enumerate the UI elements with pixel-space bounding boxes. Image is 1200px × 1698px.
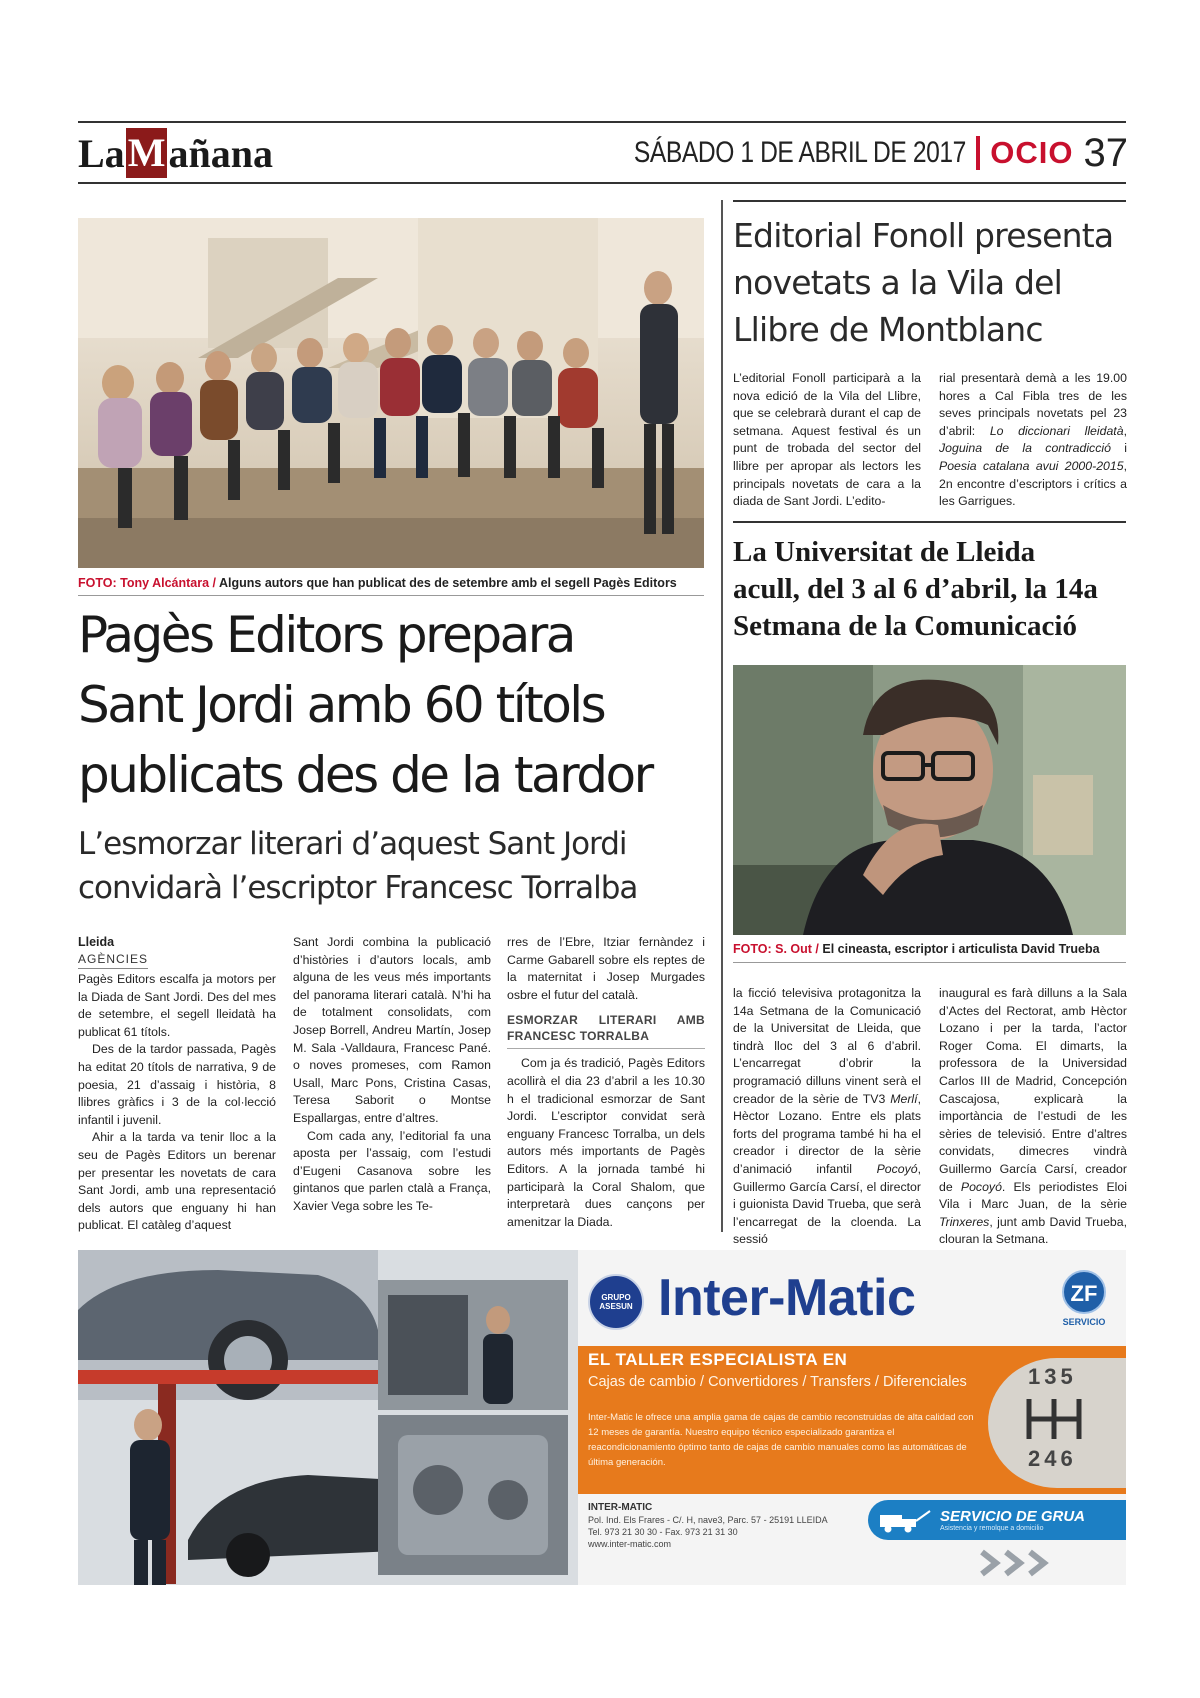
udl-caption-rule	[733, 962, 1126, 963]
main-headline	[78, 600, 708, 810]
banner-title: EL TALLER ESPECIALISTA EN	[588, 1350, 848, 1369]
paragraph: Des de la tardor passada, Pagès ha editat 20 títols de narrativa, 9 de poesia, 21 d’assaig i història, 8 llibres gràfics i 3 de la col·lecció infantil i juvenil.	[78, 1042, 276, 1127]
gear-pattern-icon	[1024, 1394, 1084, 1444]
text-run: . Els periodistes Eloi Vila i Marc Juan, de la sèrie	[939, 1179, 1127, 1212]
caption-rule	[78, 595, 704, 596]
zf-logo	[1056, 1270, 1112, 1336]
issue-date: SÁBADO 1 DE ABRIL DE 2017	[634, 136, 967, 169]
text-run: , 2n encontre d’escriptors i crítics a les Garrigues.	[939, 458, 1127, 509]
group-photo-icon	[78, 218, 704, 568]
group-badge	[588, 1274, 644, 1330]
headline-line: novetats a la Vila del	[733, 263, 1063, 302]
paragraph	[939, 370, 1127, 511]
text-run: ,	[1123, 423, 1127, 438]
text-run: , Guillermo García Carsí, el director i guionista David Trueba, que serà l’encarregat de la cloenda. La sessió	[733, 1161, 921, 1247]
series-title: Merlí	[890, 1091, 918, 1106]
zf-circle-icon	[1062, 1270, 1106, 1314]
headline-line: Pagès Editors prepara	[78, 606, 574, 664]
masthead-info	[561, 128, 1128, 178]
address-line-3: www.inter-matic.com	[588, 1539, 672, 1549]
address-line-2: Tel. 973 21 30 30 - Fax. 973 21 31 30	[588, 1527, 738, 1537]
subhead-line: L’esmorzar literari d’aquest Sant Jordi	[78, 826, 627, 862]
ad-brand-name: Inter-Matic	[658, 1269, 916, 1327]
main-article-column-2	[293, 934, 491, 1216]
tow-truck-icon	[878, 1507, 932, 1533]
paragraph	[939, 985, 1127, 1249]
logo-prefix: La	[78, 130, 125, 176]
headline-line: publicats des de la tardor	[78, 746, 652, 804]
photo-credit: FOTO: S. Out /	[733, 942, 819, 956]
banner-services: Cajas de cambio / Convertidores / Transfers / Diferenciales	[588, 1374, 967, 1390]
zf-logo-text: ZF	[1070, 1281, 1098, 1306]
tow-service-badge	[868, 1500, 1126, 1540]
text-run: la ficció televisiva protagonitza la 14a Setmana de la Comunicació de la Universitat de Lleida, que tindrà lloc del 3 al 6 d’abril. L’encarregat d’obrir la programació dilluns vinent serà el creador de la sèrie de TV3	[733, 986, 921, 1106]
main-article-column-3	[507, 934, 705, 1231]
tow-service-text	[940, 1508, 1085, 1532]
gear-top-numbers: 135	[1028, 1364, 1077, 1389]
tow-service-sub: Asistencia y remolque a domicilio	[940, 1525, 1044, 1532]
arrows-icon	[978, 1548, 1068, 1578]
paragraph: Ahir a la tarda va tenir lloc a la seu de Pagès Editors un berenar per presentar les novetats de cara Sant Jordi, amb una representació dels autors que enguany hi han publicat. El catàleg d’aquest	[78, 1130, 276, 1233]
main-subheadline	[78, 822, 718, 910]
masthead-top-rule	[78, 121, 1126, 123]
paragraph: Sant Jordi combina la publicació d’històries i d’autors locals, amb alguna de les veus més importants del panorama literari català. N’hi ha de totalment consolidats, com Josep Borrell, Andreu Martín, Josep M. Sala -Valldaura, Francesc Pané. o noves promeses, com Ramon Usall, Marc Pons, Cristina Casas, Teresa Saborit o Montse Espallargas, entre d’altres.	[293, 935, 491, 1125]
main-article-photo	[78, 218, 704, 568]
udl-headline	[733, 534, 1133, 645]
dateline: Lleida	[78, 935, 115, 949]
headline-line: La Universitat de Lleida	[733, 536, 1036, 568]
fonoll-headline	[733, 212, 1133, 353]
address-line-1: Pol. Ind. Els Frares - C/. H, nave3, Parc. 57 - 25191 LLEIDA	[588, 1515, 828, 1525]
column-divider	[721, 200, 723, 1232]
paragraph: rres de l’Ebre, Itziar fernàndez i Carme Gabarell sobre els reptes de la maternitat i Josep Murgades osbre el futur del català.	[507, 935, 705, 1002]
agency-byline: AGÈNCIES	[78, 951, 148, 969]
tow-service-label: SERVICIO DE GRUA	[940, 1508, 1086, 1525]
udl-article-photo	[733, 665, 1126, 935]
book-title: Joguina de la contradicció	[939, 441, 1111, 456]
section-name: OCIO	[990, 135, 1074, 170]
fonoll-column-2	[939, 370, 1127, 511]
main-photo-caption	[78, 576, 677, 590]
text-run: , Hèctor Lozano. Entre els plats forts del programa també hi ha el creador i director de la sèrie d’animació infantil	[733, 1091, 921, 1176]
caption-text: Alguns autors que han publicat des de setembre amb el segell Pagès Editors	[215, 576, 677, 590]
series-title: Pocoyó	[876, 1161, 918, 1176]
section-divider	[976, 136, 980, 170]
paragraph: Com ja és tradició, Pagès Editors acollirà el dia 23 d’abril a les 10.30 h el tradicional esmorzar de Sant Jordi. L’escriptor convidat serà enguany Francesc Torralba, un dels autors més importants de Pagès Editors. A la jornada també hi participarà la Coral Shalom, que interpretarà dues cançons per amenitzar la Diada.	[507, 1056, 705, 1229]
garage-photo-icon	[78, 1250, 578, 1585]
group-badge-text: GRUPO ASESUN	[599, 1293, 633, 1311]
headline-line: Llibre de Montblanc	[733, 310, 1043, 349]
text-run: rial presentarà demà a les 19.00 hores a Cal Fibla tres de les seves principals novetats pel 23 d’abril:	[939, 371, 1127, 438]
fonoll-column-1	[733, 370, 921, 511]
text-run: , junt amb David Trueba, clouran la Setmana.	[939, 1214, 1127, 1247]
masthead-bottom-rule	[78, 182, 1126, 184]
subsection-heading: ESMORZAR LITERARI AMB FRANCESC TORRALBA	[507, 1012, 705, 1049]
paragraph: Com cada any, l’editorial fa una aposta per l’assaig, com l’estudi d’Eugeni Casanova sobre les gintanos que parlen ctalà a França, Xavier Vega sobre les Te-	[293, 1128, 491, 1213]
photo-credit: FOTO: Tony Alcántara /	[78, 576, 216, 590]
headline-line: acull, del 3 al 6 d’abril, la 14a	[733, 573, 1098, 605]
gear-knob-icon	[988, 1358, 1126, 1488]
caption-text: El cineasta, escriptor i articulista David Trueba	[818, 942, 1100, 956]
paragraph	[733, 985, 921, 1249]
portrait-photo-icon	[733, 665, 1126, 935]
zf-sub-label: SERVICIO	[1062, 1317, 1106, 1327]
right-mid-rule	[733, 521, 1126, 523]
headline-line: Setmana de la Comunicació	[733, 610, 1077, 642]
udl-column-2	[939, 985, 1127, 1249]
inter-matic-advertisement[interactable]	[78, 1250, 1126, 1585]
headline-line: Editorial Fonoll presenta	[733, 216, 1114, 255]
ad-description: Inter-Matic le ofrece una amplia gama de cajas de cambio reconstruidas de alta calidad con 12 meses de garantía. Nuestro equipo técnico especializado garantiza el reacondicionamiento óptimo tanto de cajas de cambio manuales como las automáticas de última generación.	[588, 1412, 974, 1468]
right-top-rule	[733, 200, 1126, 202]
series-title: Trinxeres	[939, 1214, 990, 1229]
page-number: 37	[1083, 130, 1128, 175]
gear-bottom-numbers: 246	[1028, 1446, 1077, 1471]
book-title: Lo diccionari lleidatà	[989, 423, 1124, 438]
paragraph: L’editorial Fonoll participarà a la nova edició de la Vila del Llibre, que se celebrarà durant el cap de setmana. Aquest festival és un punt de trobada del sector del llibre per apropar als lectors les principals novetats de cara a la diada de Sant Jordi. L’edito-	[733, 371, 921, 509]
book-title: Poesia catalana avui 2000-2015	[939, 458, 1124, 473]
text-run: inaugural es farà dilluns a la Sala d’Actes del Rectorat, amb Hèctor Lozano i per la tarda, l’actor Roger Coma. El dimarts, la professora de la Universidad Carlos III de Madrid, Concepción Cascajosa, explicarà la importància de l’estudi de les sèries de televisió. Entre d’altres convidats, dimecres vindrà Guillermo García Carsí, creador de	[939, 986, 1127, 1194]
series-title: Pocoyó	[960, 1179, 1002, 1194]
text-run: i	[1110, 441, 1127, 456]
subhead-line: convidarà l’escriptor Francesc Torralba	[78, 870, 638, 906]
logo-m-block: M	[126, 128, 168, 178]
logo-suffix: añana	[168, 130, 273, 176]
main-article-column-1	[78, 934, 276, 1235]
udl-photo-caption	[733, 942, 1100, 956]
paragraph: Pagès Editors escalfa ja motors per la Diada de Sant Jordi. Des del mes de setembre, el segell lleidatà ha publicat 61 títols.	[78, 972, 276, 1039]
udl-column-1	[733, 985, 921, 1249]
address-name: INTER-MATIC	[588, 1502, 653, 1513]
headline-line: Sant Jordi amb 60 títols	[78, 676, 605, 734]
newspaper-logo	[78, 128, 273, 178]
